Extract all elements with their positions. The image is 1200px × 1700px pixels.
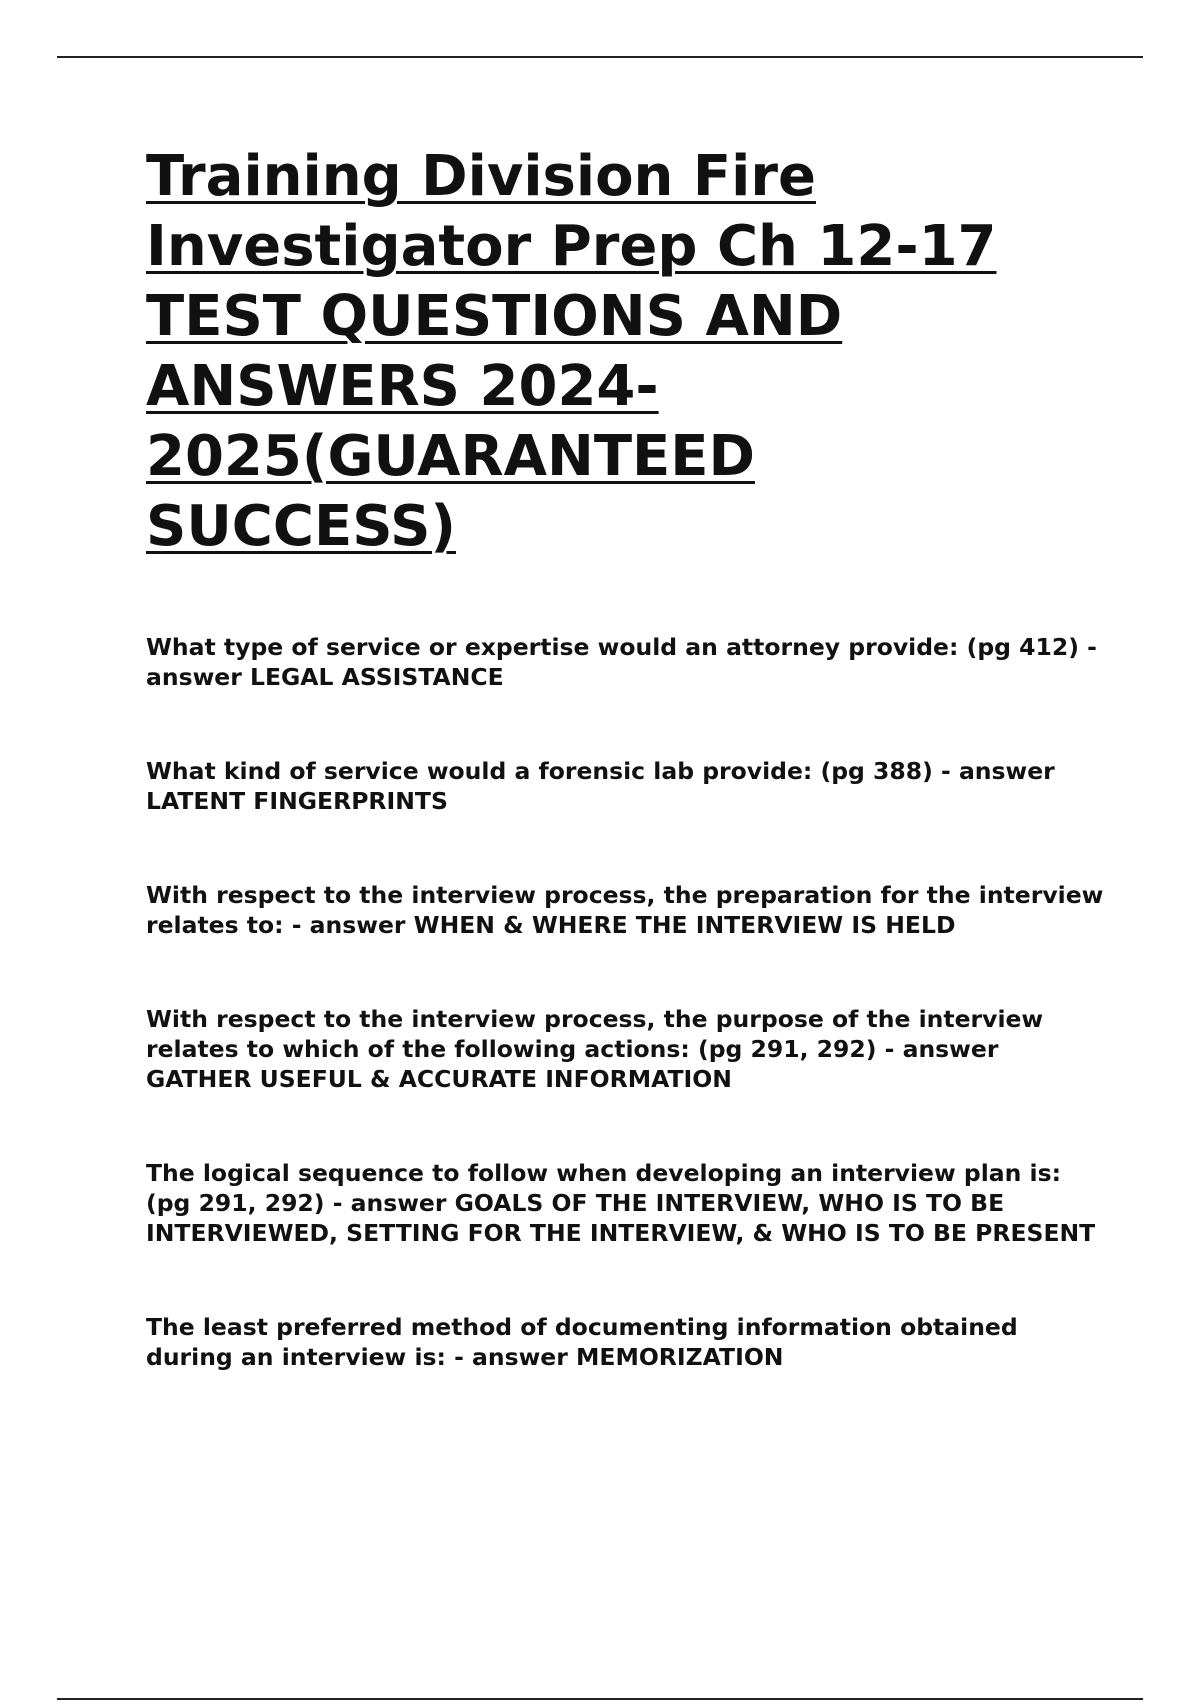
qa-item-1: What type of service or expertise would an attorney provide: (pg 412) - answer LEGAL ASSISTANCE: [146, 633, 1097, 691]
qa-item-2: What kind of service would a forensic lab provide: (pg 388) - answer LATENT FINGERPRINTS: [146, 757, 1055, 815]
qa-item-4: With respect to the interview process, the purpose of the interview relates to which of the following actions: (pg 291, 292) - answer GATHER USEFUL & ACCURATE INFORMATION: [146, 1005, 1044, 1093]
qa-list: [146, 632, 1106, 1372]
qa-item-6: The least preferred method of documenting information obtained during an interview is: - answer MEMORIZATION: [146, 1313, 1018, 1371]
qa-item-5: The logical sequence to follow when developing an interview plan is: (pg 291, 292) - answer GOALS OF THE INTERVIEW, WHO IS TO BE INTERVIEWED, SETTING FOR THE INTERVIEW, & WHO IS TO BE PRESENT: [146, 1159, 1096, 1247]
document-title: Training Division Fire Investigator Prep Ch 12-17 TEST QUESTIONS AND ANSWERS 2024- 2025(GUARANTEED SUCCESS): [146, 144, 997, 559]
document-body: [146, 142, 1106, 1436]
qa-item-3: With respect to the interview process, the preparation for the interview relates to: - answer WHEN & WHERE THE INTERVIEW IS HELD: [146, 881, 1104, 939]
top-divider: [57, 56, 1143, 58]
